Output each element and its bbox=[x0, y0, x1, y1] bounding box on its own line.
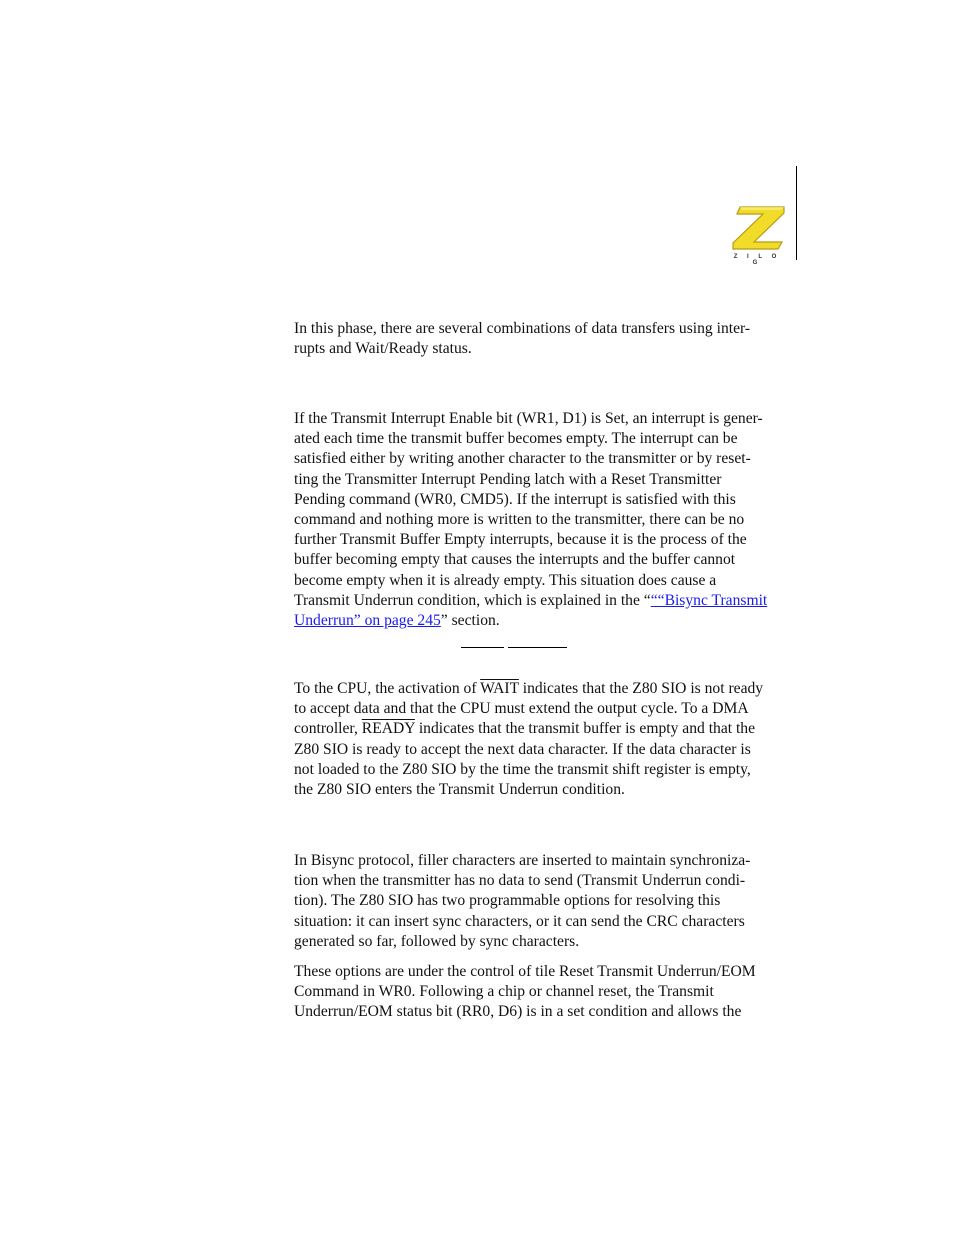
zilog-logo bbox=[730, 204, 788, 266]
heading-overline-fragment bbox=[461, 647, 504, 648]
paragraph-wait-ready bbox=[294, 679, 804, 800]
paragraph-underrun-eom-options bbox=[294, 962, 804, 1023]
text-fragment: ” section. bbox=[440, 612, 500, 630]
heading-overline-fragment bbox=[508, 647, 567, 648]
text-line: command and nothing more is written to the transmitter, there can be no bbox=[294, 511, 745, 529]
wait-signal-name: WAIT bbox=[480, 680, 519, 697]
text-line: ated each time the transmit buffer becomes empty. The interrupt can be bbox=[294, 430, 738, 448]
text-fragment: Transmit Underrun condition, which is explained in the “ bbox=[294, 591, 651, 609]
paragraph-transmit-interrupt bbox=[294, 409, 804, 631]
text-line: tion when the transmitter has no data to send (Transmit Underrun condi- bbox=[294, 872, 746, 890]
logo-wordmark: Z I L O G bbox=[733, 254, 781, 266]
text-line bbox=[294, 611, 804, 631]
text-line: situation: it can insert sync characters, or it can send the CRC characters bbox=[294, 912, 745, 930]
text-line bbox=[294, 719, 804, 739]
text-line: rupts and Wait/Ready status. bbox=[294, 340, 472, 358]
text-line: In this phase, there are several combinations of data transfers using inter- bbox=[294, 320, 751, 337]
zilog-z-logo-icon bbox=[730, 204, 788, 252]
ready-signal-name: READY bbox=[361, 720, 415, 738]
text-line: These options are under the control of tile Reset Transmit Underrun/EOM bbox=[294, 963, 756, 980]
text-line bbox=[294, 591, 804, 611]
text-line: generated so far, followed by sync characters. bbox=[294, 932, 580, 950]
text-line: In Bisync protocol, filler characters are inserted to maintain synchroniza- bbox=[294, 852, 751, 869]
text-line: satisfied either by writing another character to the transmitter or by reset- bbox=[294, 450, 751, 468]
header-vertical-rule bbox=[796, 166, 797, 260]
text-line: tion). The Z80 SIO has two programmable options for resolving this bbox=[294, 892, 721, 910]
text-fragment: indicates that the Z80 SIO is not ready bbox=[518, 680, 764, 697]
text-line bbox=[294, 679, 804, 699]
text-line: Command in WR0. Following a chip or channel reset, the Transmit bbox=[294, 983, 714, 1001]
text-line: not loaded to the Z80 SIO by the time the transmit shift register is empty, bbox=[294, 760, 751, 778]
text-line: buffer becoming empty that causes the interrupts and the buffer cannot bbox=[294, 551, 736, 569]
text-line: ting the Transmitter Interrupt Pending latch with a Reset Transmitter bbox=[294, 470, 722, 488]
text-fragment: indicates that the transmit buffer is empty and that the bbox=[414, 720, 756, 738]
text-fragment: controller, bbox=[294, 720, 362, 738]
text-line: Z80 SIO is ready to accept the next data character. If the data character is bbox=[294, 740, 751, 758]
text-line: further Transmit Buffer Empty interrupts, because it is the process of the bbox=[294, 531, 747, 549]
bisync-transmit-underrun-link-continued[interactable]: Underrun” on page 245 bbox=[294, 612, 441, 630]
text-line: become empty when it is already empty. This situation does cause a bbox=[294, 571, 717, 589]
text-line: Underrun/EOM status bit (RR0, D6) is in a set condition and allows the bbox=[294, 1003, 742, 1021]
text-line: to accept data and that the CPU must extend the output cycle. To a DMA bbox=[294, 700, 749, 718]
paragraph-bisync-filler bbox=[294, 851, 804, 952]
text-fragment: To the CPU, the activation of bbox=[294, 680, 481, 697]
paragraph-data-transfer-intro bbox=[294, 319, 804, 359]
text-line: Pending command (WR0, CMD5). If the interrupt is satisfied with this bbox=[294, 490, 736, 508]
text-line: If the Transmit Interrupt Enable bit (WR1, D1) is Set, an interrupt is gener- bbox=[294, 410, 763, 427]
bisync-transmit-underrun-link[interactable]: ““Bisync Transmit bbox=[650, 591, 768, 609]
text-line: the Z80 SIO enters the Transmit Underrun condition. bbox=[294, 781, 625, 799]
